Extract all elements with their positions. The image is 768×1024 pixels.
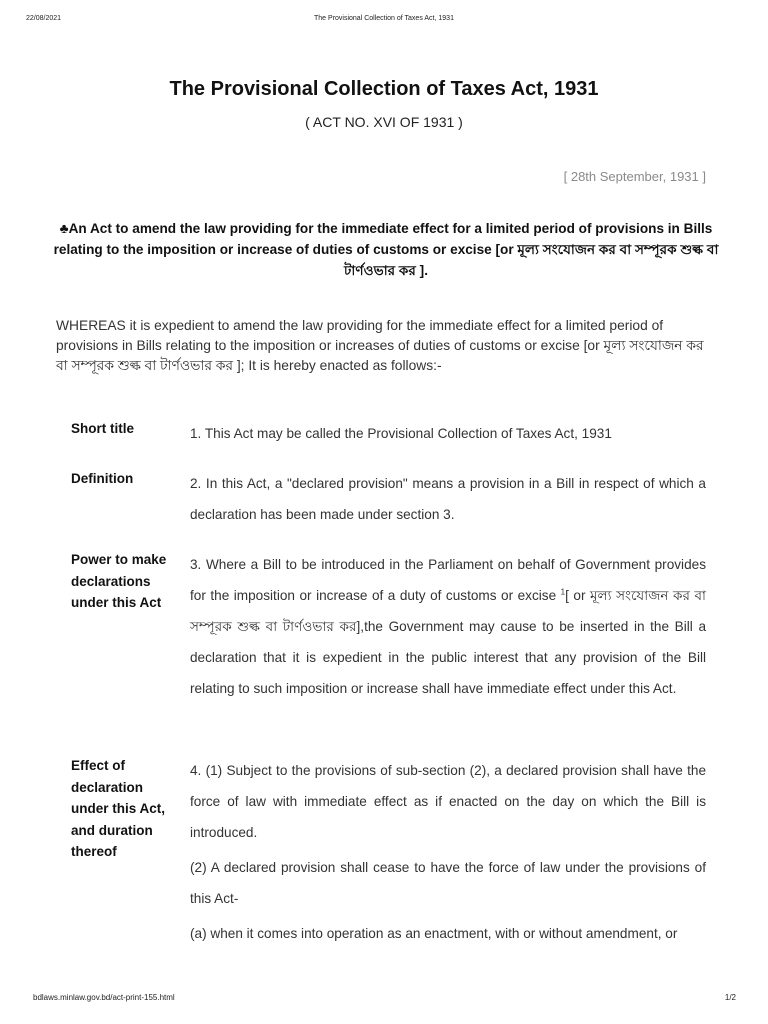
club-symbol-icon: ♣ (59, 221, 69, 236)
print-page-title: The Provisional Collection of Taxes Act, 1931 (314, 15, 454, 22)
act-date: [ 28th September, 1931 ] (563, 169, 706, 184)
preamble: WHEREAS it is expedient to amend the law providing for the immediate effect for a limited period of provisions in Bills relating to the imposition or increases of duties of customs or excise [or মূল্য সংযোজন কর বা সম্পূরক শুল্ক বা টার্ণওভার কর ]; It is hereby enacted as follows:- (56, 318, 704, 373)
section-paragraph: 1. This Act may be called the Provisional Collection of Taxes Act, 1931 (190, 426, 612, 441)
footnote-marker[interactable]: 1 (560, 587, 566, 597)
section-paragraph: 3. Where a Bill to be introduced in the Parliament on behalf of Government provides for the imposition or increase of a duty of customs or excise $^1$[ or মূল্য সংযোজন কর বা সম্পূরক শুল্ক বা টার্ণওভার কর],the Government may cause to be inserted in the Bill a declaration that it is expedient in the public interest that any provision of the Bill relating to such imposition or increase shall have immediate effect under this Act. (190, 557, 706, 696)
section-marginal-note: Effect of declaration under this Act, and duration thereof (71, 758, 166, 859)
section-text (190, 468, 706, 534)
act-number: ( ACT NO. XVI OF 1931 ) (305, 114, 463, 130)
section-paragraph: (a) when it comes into operation as an enactment, with or without amendment, or (190, 926, 678, 941)
print-date: 22/08/2021 (26, 15, 62, 22)
act-title: The Provisional Collection of Taxes Act, 1931 (169, 78, 599, 100)
section-marginal-note: Definition (71, 471, 134, 486)
section-paragraph: 2. In this Act, a "declared provision" means a provision in a Bill in respect of which a declaration has been made under section 3. (190, 476, 706, 522)
act-long-title (40, 218, 732, 281)
page-number: 1/2 (724, 993, 736, 1002)
long-title-text: An Act to amend the law providing for the immediate effect for a limited period of provisions in Bills relating to the imposition or increase of duties of customs or excise [or মূল্য সংযোজন কর বা সম্পূরক শুল্ক বা টার্ণওভার কর ]. (53, 221, 719, 278)
page-url: bdlaws.minlaw.gov.bd/act-print-155.html (33, 993, 175, 1002)
section-marginal-note: Power to make declarations under this Act (71, 552, 167, 610)
section-paragraph: (2) A declared provision shall cease to have the force of law under the provisions of this Act- (190, 860, 706, 906)
print-footer (0, 993, 768, 1005)
section-paragraph: 4. (1) Subject to the provisions of sub-section (2), a declared provision shall have the force of law with immediate effect as if enacted on the day on which the Bill is introduced. (190, 763, 706, 840)
section-marginal-note: Short title (71, 421, 134, 436)
print-header (0, 15, 768, 27)
section-text (190, 549, 706, 708)
section-text (190, 418, 706, 453)
section-text (190, 755, 706, 953)
